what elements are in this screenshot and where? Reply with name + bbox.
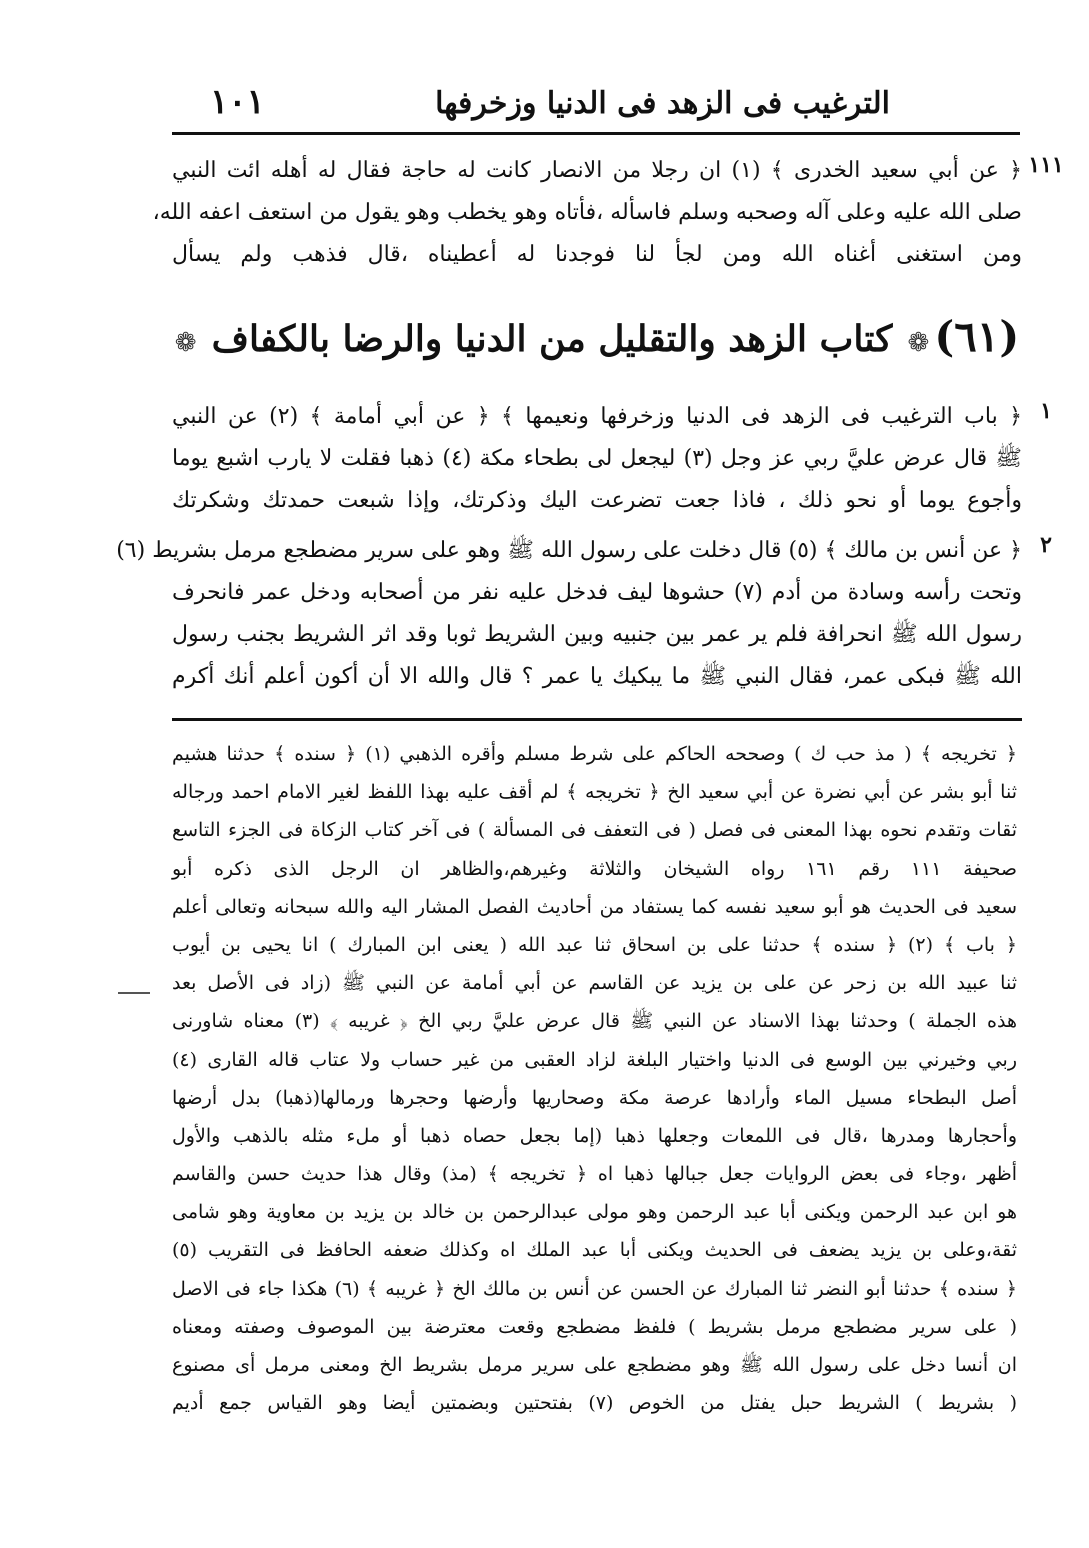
ornament-icon: ❁ [907, 328, 930, 358]
hadith-abu-umama [172, 396, 1022, 522]
footnotes [172, 735, 1017, 1422]
footnote-line: ﴿ سنده ﴾ حدثنا أبو النضر ثنا المبارك عن الحسن عن أنس بن مالك الخ ﴿ غريبه ﴾ (٦) هكذا جاء فى الاصل [172, 1277, 1017, 1300]
footnote-line: ربي وخيرني بين الوسع فى الدنيا واختيار البلغة لزاد العقبى من غير حساب ولا عتاب قاله القارى (٤) [172, 1048, 1017, 1071]
text-line: الله ﷺ فبكى عمر، فقال النبي ﷺ ما يبكيك يا عمر ؟ قال والله الا أن أكون أعلم أنك أكرم [172, 664, 1022, 689]
chapter-title: كتاب الزهد والتقليل من الدنيا والرضا بالكفاف [211, 318, 893, 360]
margin-hadith-number: ٢ [1040, 532, 1052, 558]
text-line: ومن استغنى أغناه الله ومن لجأ لنا فوجدنا له أعطيناه ،قال فذهب ولم يسأل [172, 242, 1022, 267]
text-line: ﷺ قال عرض عليَّ ربي عز وجل (٣) ليجعل لى بطحاء مكة (٤) ذهبا فقلت لا يارب اشبع يوما [172, 446, 1022, 471]
ornament-icon: ❁ [174, 328, 197, 358]
text-line: ﴿ باب الترغيب فى الزهد فى الدنيا وزخرفها ونعيمها ﴾ ﴿ عن أبي أمامة ﴾ (٢) عن النبي [172, 404, 1023, 429]
footnote-line: ثنا عبيد الله بن زحر عن على بن يزيد عن القاسم عن أبي أمامة عن النبي ﷺ (زاد فى الأصل بعد [172, 972, 1017, 995]
footnote-line: أصل البطحاء مسيل الماء وأرادها عرصة مكة وصحاريها وأرضها وحجرها ورمالها(ذهبا) بدل أرضها [172, 1086, 1017, 1109]
footnote-line: ﴿ تخريجه ﴾ ( مذ حب ك ) وصححه الحاكم على شرط مسلم وأقره الذهبي (١) ﴿ سنده ﴾ حدثنا هشيم [172, 743, 1017, 765]
chapter-number: (٦١) [934, 312, 1020, 361]
hadith-anas [116, 530, 1022, 698]
footnote-line: ( بشريط ) الشريط حبل يفتل من الخوص (٧) بفتحتين وبضمتين أيضا وهو القياس جمع أديم [172, 1392, 1017, 1415]
page-number: ١٠١ [210, 82, 265, 122]
text-line: ﴿ عن أبي سعيد الخدرى ﴾ (١) ان رجلا من الانصار كانت له حاجة فقال له أهله ائت النبي [172, 158, 1022, 183]
footnote-line: سعيد فى الحديث هو أبو سعيد نفسه كما يستفاد من أحاديث الفصل المشار اليه والله سبحانه وتعالى أعلم [172, 895, 1017, 918]
chapter-heading [172, 312, 1022, 378]
text-line: صلى الله عليه وعلى آله وصحبه وسلم فاسأله ،فأتاه وهو يخطب وهو يقول من استعف اعفه الله، [152, 200, 1022, 225]
margin-dash [118, 992, 150, 994]
footnote-line: صحيفة ١١١ رقم ١٦١ رواه الشيخان والثلاثة وغيرهم،والظاهر ان الرجل الذى ذكره أبو [172, 857, 1018, 880]
footnote-line: ﴿ باب ﴾ (٢) ﴿ سنده ﴾ حدثنا على بن اسحاق ثنا عبد الله ( يعنى ابن المبارك ) انا يحيى بن أيوب [172, 933, 1018, 956]
text-line: رسول الله ﷺ انحرافة فلم ير عمر بين جنبيه وبين الشريط ثوبا وقد اثر الشريط بجنب رسول [172, 622, 1022, 647]
footnote-rule [172, 718, 1022, 721]
footnote-line: أظهر ،وجاء فى بعض الروايات جعل جبالها ذهبا اه ﴿ تخريجه ﴾ (مذ) وقال هذا حديث حسن والقاسم [172, 1163, 1017, 1186]
footnote-line: ثنا أبو بشر عن أبي نضرة عن أبي سعيد الخ ﴿ تخريجه ﴾ لم أقف عليه بهذا اللفظ لغير الامام احمد ورجاله [172, 781, 1017, 804]
footnote-line: ان أنسا دخل على رسول الله ﷺ وهو مضطجع على سرير مرمل بشريط الخ ومعنى مرمل أى مصنوع [172, 1354, 1017, 1376]
footnote-line: وأحجارها ومدرها ،قال فى اللمعات وجعلها ذهبا (إما بجعل حصاه ذهبا أو ملء مثله بالذهب والأول [172, 1124, 1017, 1147]
footnote-line: ثقة،وعلى بن يزيد يضعف فى الحديث ويكنى أبا عبد الملك اه وكذلك ضعفه الحافظ فى التقريب (٥) [172, 1239, 1017, 1262]
footnote-line: ( على سرير مضطجع مرمل بشريط ) فلفظ مضطجع وقعت معترضة بين الموصوف وصفته ومعناه [172, 1315, 1017, 1338]
running-title: الترغيب فى الزهد فى الدنيا وزخرفها [435, 86, 890, 121]
margin-hadith-number: ١ [1040, 398, 1052, 424]
text-line: وتحت رأسه وسادة من أدم (٧) حشوها ليف فدخل عليه نفر من أصحابه ودخل عمر فانحرف [172, 580, 1022, 605]
text-line: وأجوع يوما أو نحو ذلك ، فاذا جعت تضرعت اليك وذكرتك، وإذا شبعت حمدتك وشكرتك [172, 488, 1022, 513]
text-line: ﴿ عن أنس بن مالك ﴾ (٥) قال دخلت على رسول الله ﷺ وهو على سرير مضطجع مرمل بشريط (٦) [116, 538, 1022, 563]
header-rule [172, 132, 1020, 135]
hadith-abu-said [152, 150, 1022, 276]
footnote-line: ثقات وتقدم نحوه بهذا المعنى فى فصل ( فى التعفف فى المسألة ) فى آخر كتاب الزكاة فى الجزء التاسع [172, 819, 1017, 842]
footnote-line: هو ابن عبد الرحمن ويكنى أبا عبد الرحمن وهو مولى عبدالرحمن بن خالد بن يزيد بن معاوية وهو شامى [172, 1201, 1017, 1224]
footnote-line: هذه الجملة ) وحدثنا بهذا الاسناد عن النبي ﷺ قال عرض عليَّ ربي الخ ﴿ غريبه ﴾ (٣) معناه شاورنى [172, 1010, 1017, 1033]
margin-hadith-number: ١١١ [1028, 152, 1064, 178]
page-header [170, 80, 890, 128]
